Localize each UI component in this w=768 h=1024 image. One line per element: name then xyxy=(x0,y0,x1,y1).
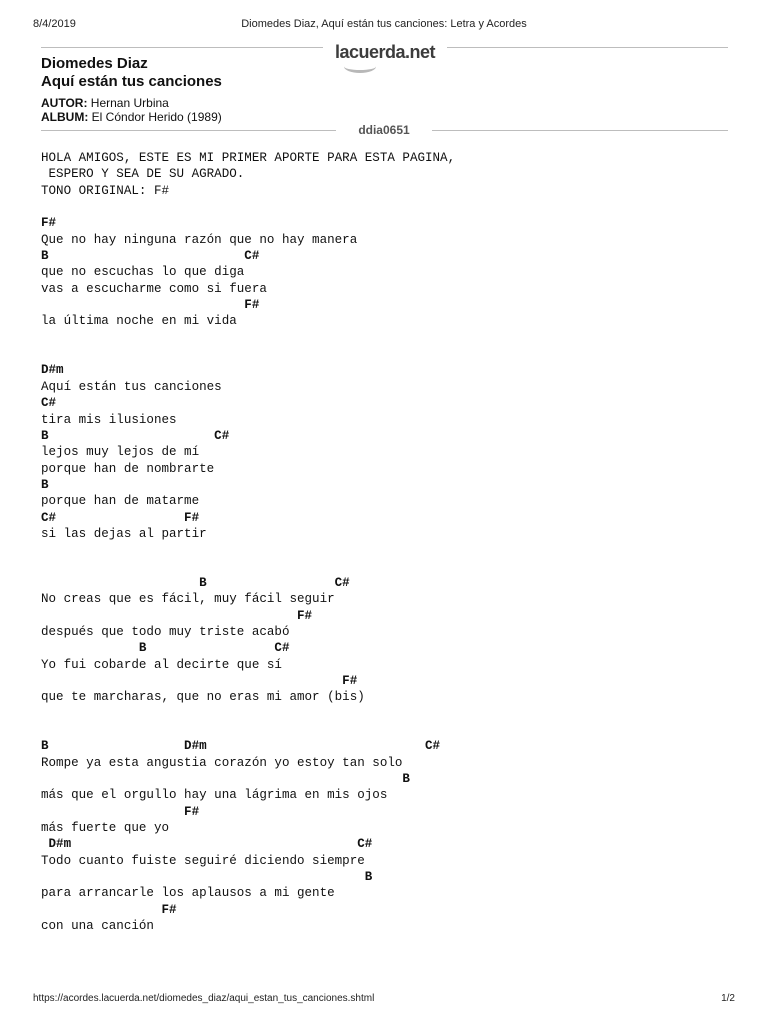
lyric-line: tira mis ilusiones xyxy=(41,412,177,427)
album-name: El Cóndor Herido (1989) xyxy=(91,110,222,124)
author-name: Hernan Urbina xyxy=(90,96,169,110)
blank-line xyxy=(41,559,455,575)
chord-line: B xyxy=(41,477,49,492)
chord-line: F# xyxy=(41,298,260,313)
author-line xyxy=(41,96,169,110)
chord-line: D#m C# xyxy=(41,837,373,852)
uploader-rule-left xyxy=(41,130,336,131)
lyric-line: más que el orgullo hay una lágrima en mis ojos xyxy=(41,788,388,803)
lyric-line: porque han de matarme xyxy=(41,494,200,509)
chord-line: B D#m C# xyxy=(41,739,441,754)
uploader-rule-right xyxy=(432,130,728,131)
lyric-line: con una canción xyxy=(41,919,154,934)
uploader-name[interactable]: ddia0651 xyxy=(358,123,410,137)
lyric-line: más fuerte que yo xyxy=(41,821,169,836)
blank-line xyxy=(41,706,455,722)
lyric-line: Que no hay ninguna razón que no hay manera xyxy=(41,232,358,247)
album-line xyxy=(41,110,222,124)
header-rule-left xyxy=(41,47,323,48)
blank-line xyxy=(41,542,455,558)
author-label: AUTOR: xyxy=(41,96,88,110)
lyric-line: vas a escucharme como si fuera xyxy=(41,281,267,296)
lyric-line: lejos muy lejos de mí xyxy=(41,445,200,460)
lyric-line: No creas que es fácil, muy fácil seguir xyxy=(41,592,335,607)
chord-line: C# xyxy=(41,396,57,411)
chord-line: F# xyxy=(41,804,200,819)
lyric-line: ESPERO Y SEA DE SU AGRADO. xyxy=(41,167,245,182)
chord-line: B C# xyxy=(41,575,350,590)
lyric-line: Yo fui cobarde al decirte que sí xyxy=(41,657,282,672)
chord-line: B xyxy=(41,772,410,787)
chord-line: B C# xyxy=(41,428,230,443)
logo-swirl-icon xyxy=(344,60,376,73)
print-url: https://acordes.lacuerda.net/diomedes_diaz/aqui_estan_tus_canciones.shtml xyxy=(33,993,375,1004)
chord-line: F# xyxy=(41,674,358,688)
print-page-number: 1/2 xyxy=(721,993,735,1004)
album-label: ALBUM: xyxy=(41,110,89,124)
lyric-line: si las dejas al partir xyxy=(41,526,207,541)
lyric-line: después que todo muy triste acabó xyxy=(41,624,290,639)
song-sheet xyxy=(41,150,455,935)
chord-line: B C# xyxy=(41,249,260,264)
chord-line: D#m xyxy=(41,363,64,378)
lyric-line: que te marcharas, que no eras mi amor (bis) xyxy=(41,690,365,705)
lacuerda-logo[interactable]: lacuerda.net xyxy=(334,42,436,62)
chord-line: B C# xyxy=(41,641,290,656)
blank-line xyxy=(41,346,455,362)
artist-name[interactable]: Diomedes Diaz xyxy=(41,55,148,72)
print-page-title: Diomedes Diaz, Aquí están tus canciones: Letra y Acordes xyxy=(241,18,527,30)
lyric-line: la última noche en mi vida xyxy=(41,314,237,329)
blank-line xyxy=(41,199,455,215)
chord-line: F# xyxy=(41,902,177,917)
lyric-line: Todo cuanto fuiste seguiré diciendo siempre xyxy=(41,853,365,868)
blank-line xyxy=(41,722,455,738)
lyric-line: Rompe ya esta angustia corazón yo estoy tan solo xyxy=(41,755,403,770)
lyric-line: que no escuchas lo que diga xyxy=(41,265,245,280)
lyric-line: Aquí están tus canciones xyxy=(41,379,222,394)
song-title: Aquí están tus canciones xyxy=(41,73,222,90)
lyric-line: TONO ORIGINAL: F# xyxy=(41,183,169,198)
chord-line: F# xyxy=(41,608,313,623)
chord-line: C# F# xyxy=(41,510,200,525)
blank-line xyxy=(41,330,455,346)
lyric-line: para arrancarle los aplausos a mi gente xyxy=(41,886,335,901)
lyric-line: porque han de nombrarte xyxy=(41,461,215,476)
print-date: 8/4/2019 xyxy=(33,18,76,30)
chord-line: B xyxy=(41,870,373,885)
header-rule-right xyxy=(447,47,728,48)
chord-line: F# xyxy=(41,216,57,231)
lyric-line: HOLA AMIGOS, ESTE ES MI PRIMER APORTE PARA ESTA PAGINA, xyxy=(41,151,456,165)
